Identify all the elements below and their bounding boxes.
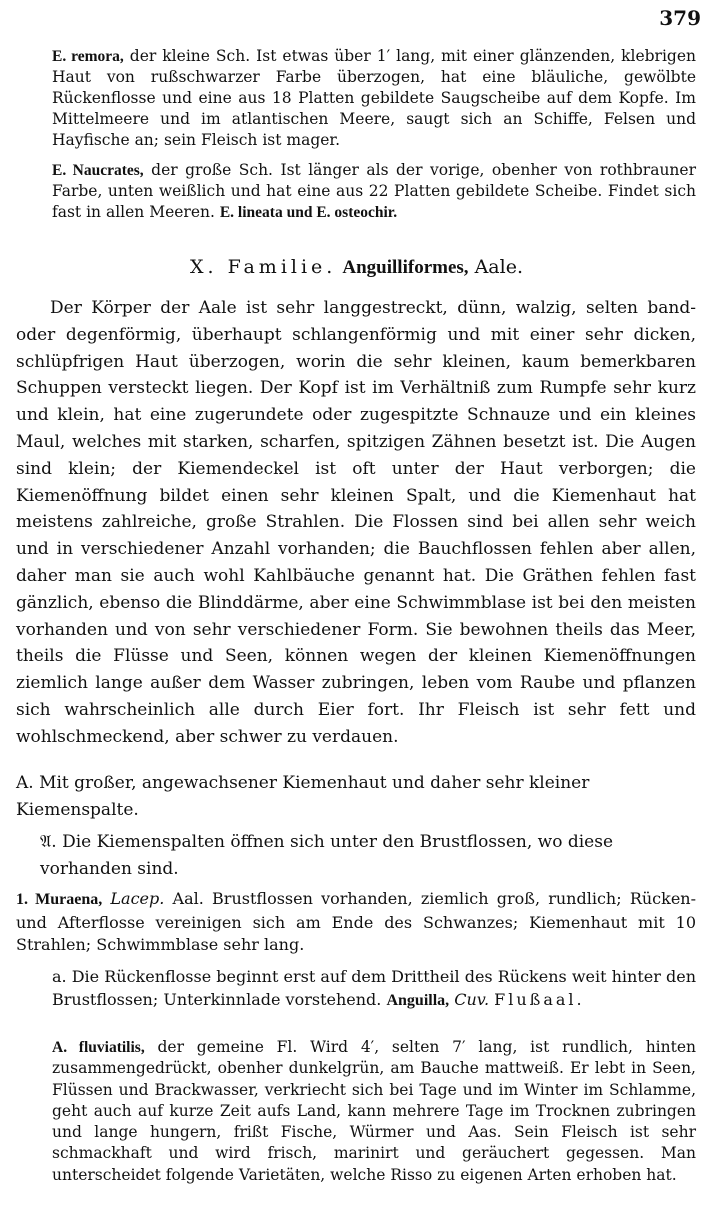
subsection-a (52, 966, 696, 1012)
family-description: Der Körper der Aale ist sehr langgestreckt, dünn, walzig, selten band- oder degenförmig, überhaupt schlangenförmig und mit einer sehr dicken, schlüpfrigen Haut überzogen, worin die sehr kleinen, kaum bemerkbaren Schuppen versteckt liegen. Der Kopf ist im Verhältniß zum Rumpfe sehr kurz und klein, hat eine zugerundete oder zugespitzte Schnauze und ein kleines Maul, welches mit starken, scharfen, spitzigen Zähnen besetzt ist. Die Augen sind klein; der Kiemendeckel ist oft unter der Haut verborgen; die Kiemenöffnung bildet einen sehr kleinen Spalt, und die Kiemenhaut hat meistens zahlreiche, große Strahlen. Die Flossen sind bei allen sehr weich und in verschiedener Anzahl vorhanden; die Bauchflossen fehlen aber allen, daher man sie auch wohl Kahlbäuche genannt hat. Die Gräthen fehlen fast gänzlich, ebenso die Blinddärme, aber eine Schwimmblase ist bei den meisten vorhanden und von sehr verschiedener Form. Sie bewohnen theils das Meer, theils die Flüsse und Seen, können wegen der kleinen Kiemenöffnungen ziemlich lange außer dem Wasser zubringen, leben vom Raube und pflanzen sich wahrscheinlich alle durch Eier fort. Ihr Fleisch ist sehr fett und wohlschmeckend, aber schwer zu verdauen. (16, 298, 696, 747)
genus-author: Lacep. (110, 889, 165, 908)
entry-naucrates-text: der große Sch. Ist länger als der vorige, obenher von rothbrauner Farbe, unten weißlich und hat eine aus 22 Platten gebildete Scheibe. Findet sich fast in allen Meeren. (52, 161, 696, 221)
section-a-heading: A. Mit großer, angewachsener Kiemenhaut und daher sehr kleiner Kiemenspalte. (16, 773, 590, 820)
entry-remora-lead: E. remora, (52, 48, 124, 65)
subsection-a-text: a. Die Rückenflosse beginnt erst auf dem Drittheil des Rückens weit hinter den Brustflossen; Unterkinnlade vorstehend. (52, 967, 696, 1009)
family-german-name: Aale. (474, 256, 523, 278)
species-text: der gemeine Fl. Wird 4′, selten 7′ lang, ist rundlich, hinten zusammengedrückt, obenher dunkelgrün, am Bauche mattweiß. Er lebt in Seen, Flüssen und Brackwasser, verkriecht sich bei Tage und im Winter im Schlamme, geht auch auf kurze Zeit aufs Land, kann mehrere Tage im Trocknen zubringen und lange hungern, frißt Fische, Würmer und Aas. Sein Fleisch ist sehr schmackhaft und wird frisch, marinirt und geräuchert gegessen. Man unterscheidet folgende Varietäten, welche Risso zu eigenen Arten erhoben hat. (52, 1038, 696, 1184)
subsection-a-genus: Anguilla, (386, 991, 450, 1009)
genus-text: Aal. Brustflossen vorhanden, ziemlich groß, rundlich; Rücken- und Afterflosse vereinigen sich am Ende des Schwanzes; Kiemenhaut mit 10 Strahlen; Schwimmblase sehr lang. (16, 889, 696, 954)
genus-muraena (16, 888, 696, 957)
species-lead: A. fluviatilis, (52, 1039, 145, 1056)
entry-naucrates (52, 160, 696, 223)
family-heading (0, 256, 713, 279)
subsection-fraktur-a: 𝔄. Die Kiemenspalten öffnen sich unter den Brustflossen, wo diese vorhanden sind. (40, 832, 614, 879)
page-number: 379 (659, 6, 701, 30)
entry-naucrates-tail: E. lineata und E. osteochir. (219, 204, 398, 221)
family-prefix: X. Familie. (189, 256, 337, 278)
entry-remora-text: der kleine Sch. Ist etwas über 1′ lang, mit einer glänzenden, klebrigen Haut von rußschwarzer Farbe überzogen, hat eine bläuliche, gewölbte Rückenflosse und eine aus 18 Platten gebildete Saugscheibe auf dem Kopfe. Im Mittelmeere und im atlantischen Meere, saugt sich an Schiffe, Felsen und Hayfische an; sein Fleisch ist mager. (52, 47, 696, 149)
entry-naucrates-lead: E. Naucrates, (52, 162, 144, 179)
subsection-a-german: Flußaal. (494, 989, 585, 1009)
subsection-a-author: Cuv. (454, 989, 490, 1009)
entry-remora (52, 46, 696, 151)
family-latin-name: Anguilliformes, (342, 257, 469, 278)
species-fluviatilis (52, 1037, 696, 1186)
genus-lead: 1. Muraena, (16, 891, 103, 908)
